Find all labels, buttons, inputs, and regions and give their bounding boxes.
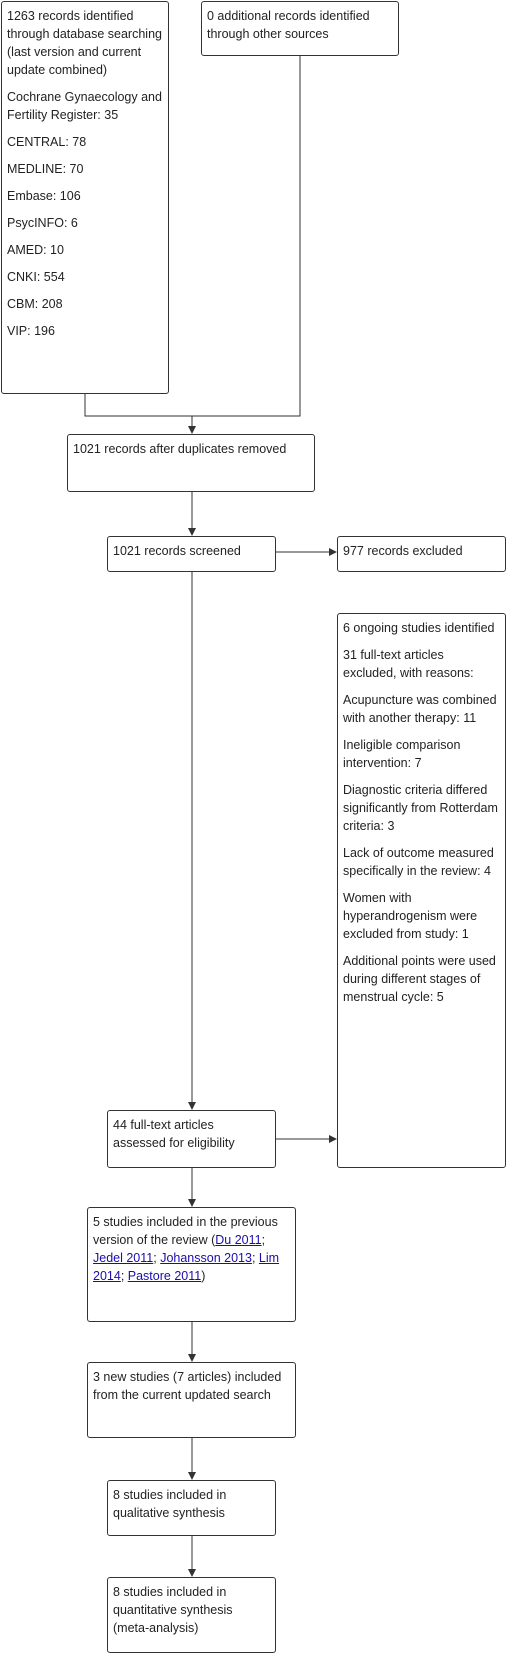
reason-diagnostic-criteria: Diagnostic criteria differed significantly from Rotterdam criteria: 3 bbox=[343, 783, 498, 833]
source-amed: AMED: 10 bbox=[7, 243, 64, 257]
reason-hyperandrogenism: Women with hyperandrogenism were excluded from study: 1 bbox=[343, 891, 478, 941]
eligibility-box bbox=[107, 1110, 276, 1168]
qualitative-text: 8 studies included in qualitative synthesis bbox=[113, 1488, 227, 1520]
new-studies-box bbox=[87, 1362, 296, 1438]
ref-du-2011[interactable]: Du 2011 bbox=[215, 1233, 262, 1247]
reason-combined-therapy: Acupuncture was combined with another therapy: 11 bbox=[343, 693, 497, 725]
reason-lack-of-outcome: Lack of outcome measured specifically in the review: 4 bbox=[343, 846, 494, 878]
previous-version-lead: 5 studies included in the previous version of the review ( bbox=[93, 1215, 278, 1247]
ref-jedel-2011[interactable]: Jedel 2011 bbox=[93, 1251, 154, 1265]
ref-separator: ; bbox=[120, 1269, 128, 1283]
other-sources-text: 0 additional records identified through other sources bbox=[207, 9, 370, 41]
quantitative-box bbox=[107, 1577, 276, 1653]
reason-additional-points: Additional points were used during different stages of menstrual cycle: 5 bbox=[343, 954, 496, 1004]
eligibility-text: 44 full-text articles assessed for eligibility bbox=[113, 1118, 235, 1150]
source-medline: MEDLINE: 70 bbox=[7, 162, 84, 176]
excluded-text: 977 records excluded bbox=[343, 544, 463, 558]
fulltext-excluded-total: 31 full-text articles excluded, with reasons: bbox=[343, 648, 474, 680]
ref-johansson-2013[interactable]: Johansson 2013 bbox=[160, 1251, 252, 1265]
source-cochrane-register: Cochrane Gynaecology and Fertility Register: 35 bbox=[7, 90, 162, 122]
previous-version-close: ) bbox=[201, 1269, 206, 1283]
quantitative-text: 8 studies included in quantitative synthesis (meta-analysis) bbox=[113, 1585, 233, 1635]
merge-line-right bbox=[192, 56, 300, 416]
source-cbm: CBM: 208 bbox=[7, 297, 63, 311]
ref-separator: ; bbox=[251, 1251, 259, 1265]
source-embase: Embase: 106 bbox=[7, 189, 81, 203]
after-duplicates-text: 1021 records after duplicates removed bbox=[73, 442, 287, 456]
fulltext-exclusions-box bbox=[337, 613, 506, 1168]
qualitative-box bbox=[107, 1480, 276, 1536]
database-search-total: 1263 records identified through database searching (last version and current update combined) bbox=[7, 9, 162, 77]
reason-ineligible-comparison: Ineligible comparison intervention: 7 bbox=[343, 738, 461, 770]
new-studies-text: 3 new studies (7 articles) included from the current updated search bbox=[93, 1370, 282, 1402]
after-duplicates-box bbox=[67, 434, 315, 492]
merge-line-left bbox=[85, 394, 192, 416]
source-vip: VIP: 196 bbox=[7, 324, 55, 338]
excluded-box bbox=[337, 536, 506, 572]
ongoing-studies: 6 ongoing studies identified bbox=[343, 621, 495, 635]
ref-lim-2014[interactable]: Lim 2014 bbox=[93, 1251, 280, 1283]
database-search-box bbox=[1, 1, 169, 394]
previous-version-box bbox=[87, 1207, 296, 1322]
ref-separator: ; bbox=[261, 1233, 266, 1247]
ref-pastore-2011[interactable]: Pastore 2011 bbox=[127, 1269, 202, 1283]
screened-text: 1021 records screened bbox=[113, 544, 241, 558]
ref-separator: ; bbox=[153, 1251, 161, 1265]
source-central: CENTRAL: 78 bbox=[7, 135, 87, 149]
source-psycinfo: PsycINFO: 6 bbox=[7, 216, 78, 230]
source-cnki: CNKI: 554 bbox=[7, 270, 65, 284]
other-sources-box bbox=[201, 1, 399, 56]
screened-box bbox=[107, 536, 276, 572]
previous-version-text bbox=[93, 1213, 289, 1285]
